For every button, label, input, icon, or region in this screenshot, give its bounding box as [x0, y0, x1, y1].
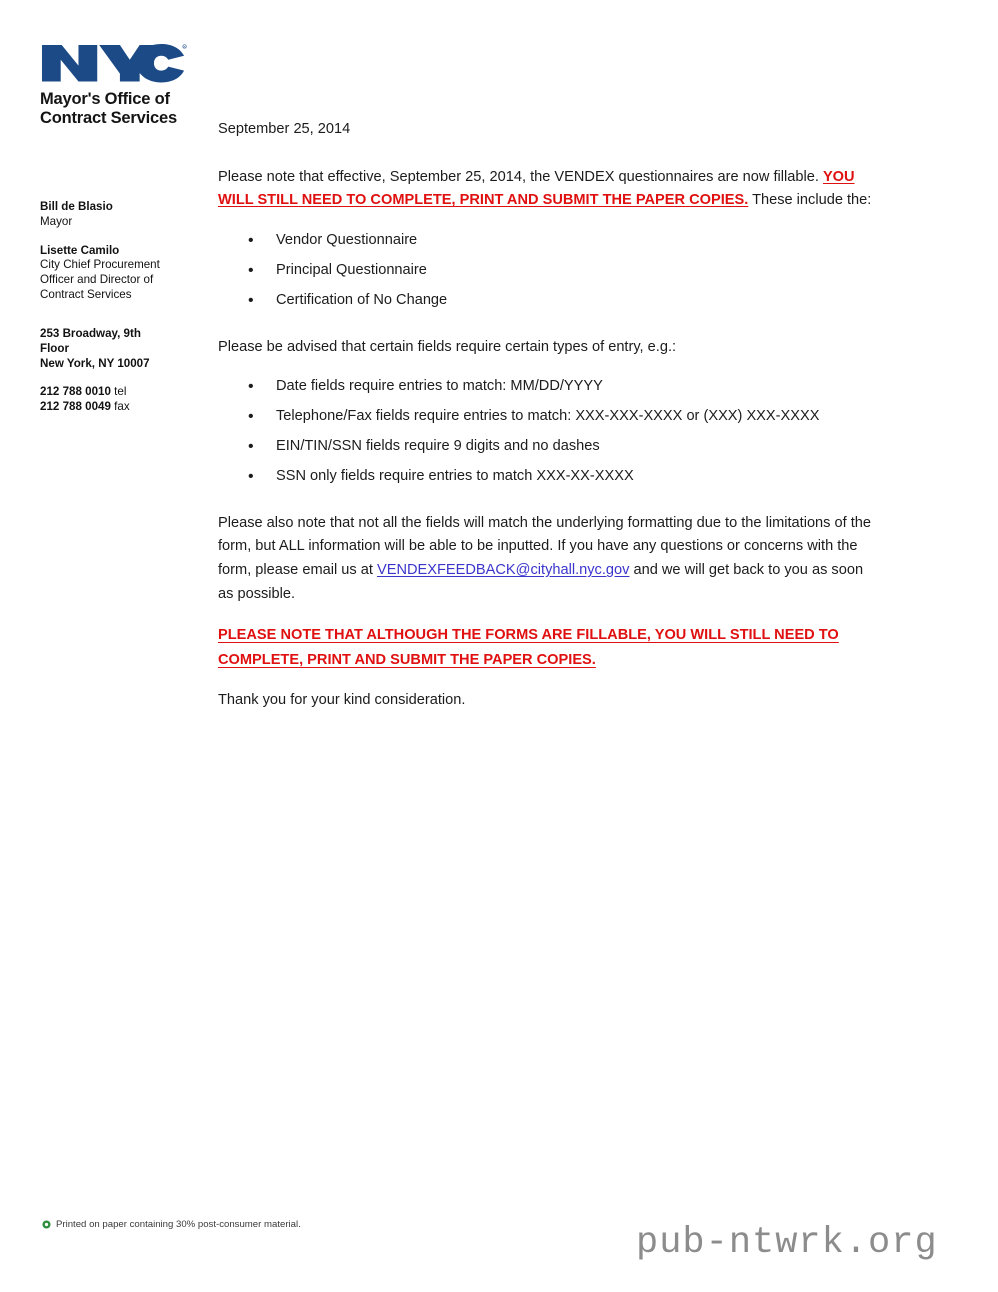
- list-item: • Telephone/Fax fields require entries to match: XXX-XXX-XXXX or (XXX) XXX-XXXX: [218, 406, 878, 428]
- nyc-logo-icon: [40, 42, 188, 84]
- telephone-line: [40, 385, 192, 400]
- advisory-paragraph: Please be advised that certain fields require certain types of entry, e.g.:: [218, 338, 677, 355]
- wordmark-line-1: Mayor's Office of: [40, 90, 170, 109]
- sidebar-spacer: [40, 317, 192, 327]
- svg-text:R: R: [183, 46, 186, 49]
- intro-text-part-2: These include the:: [748, 192, 872, 209]
- forms-list: [218, 230, 878, 312]
- telephone-number: 212 788 0010: [40, 385, 111, 399]
- final-red-notice: PLEASE NOTE THAT ALTHOUGH THE FORMS ARE FILLABLE, YOU WILL STILL NEED TO COMPLETE, PRINT AND SUBMIT THE PAPER COPIES.: [218, 627, 839, 668]
- director-name: Lisette Camilo: [40, 243, 120, 257]
- formatting-note-part-2: and we will get back to you as soon as possible.: [218, 562, 864, 602]
- address-line-3: New York, NY 10007: [40, 356, 150, 370]
- address-line-1: 253 Broadway, 9th: [40, 326, 141, 340]
- letter-body: [218, 118, 878, 729]
- director-title-line-2: Officer and Director of: [40, 273, 154, 287]
- vendex-feedback-email-link[interactable]: VENDEXFEEDBACK@cityhall.nyc.gov: [376, 562, 630, 579]
- fax-line: [40, 400, 192, 415]
- director-block: [40, 244, 192, 303]
- mayor-title: Mayor: [40, 214, 73, 228]
- address-line-2: Floor: [40, 341, 69, 355]
- fax-number: 212 788 0049: [40, 400, 111, 414]
- site-watermark: pub-ntwrk.org: [636, 1222, 938, 1264]
- closing-paragraph: Thank you for your kind consideration.: [218, 691, 466, 708]
- letter-date: September 25, 2014: [218, 121, 351, 137]
- intro-paragraph: [218, 166, 878, 213]
- sidebar-contact-block: [40, 200, 192, 415]
- mayor-block: [40, 200, 192, 230]
- list-item: • EIN/TIN/SSN fields require 9 digits and no dashes: [218, 436, 878, 458]
- list-item: • SSN only fields require entries to match XXX-XX-XXXX: [218, 466, 878, 488]
- phone-block: [40, 385, 192, 415]
- recycled-paper-note: [42, 1219, 301, 1230]
- recycled-paper-text: Printed on paper containing 30% post-consumer material.: [56, 1219, 301, 1230]
- telephone-label: tel: [114, 385, 127, 399]
- recycle-icon: [42, 1220, 51, 1229]
- masthead: [40, 42, 200, 127]
- director-title-line-3: Contract Services: [40, 288, 132, 302]
- formatting-note-paragraph: [218, 512, 878, 607]
- mayor-name: Bill de Blasio: [40, 200, 113, 213]
- list-item: • Principal Questionnaire: [218, 260, 878, 282]
- intro-text-part-1: Please note that effective, September 25, 2014, the VENDEX questionnaires are now fillable.: [218, 168, 823, 185]
- formatting-note-part-1: Please also note that not all the fields will match the underlying formatting due to the limitations of the form, but ALL information will be able to be inputted. If you have any questions or concerns with the form, please email us at: [218, 514, 872, 579]
- field-rules-list: [218, 376, 878, 488]
- intro-red-warning: YOU WILL STILL NEED TO COMPLETE, PRINT AND SUBMIT THE PAPER COPIES.: [218, 168, 855, 209]
- wordmark-line-2: Contract Services: [40, 108, 177, 127]
- list-item: • Date fields require entries to match: MM/DD/YYYY: [218, 376, 878, 398]
- address-block: [40, 327, 192, 371]
- list-item: • Vendor Questionnaire: [218, 230, 878, 252]
- director-title-line-1: City Chief Procurement: [40, 258, 160, 272]
- logo-wordmark: [40, 90, 200, 127]
- list-item: • Certification of No Change: [218, 290, 878, 312]
- fax-label: fax: [114, 400, 130, 414]
